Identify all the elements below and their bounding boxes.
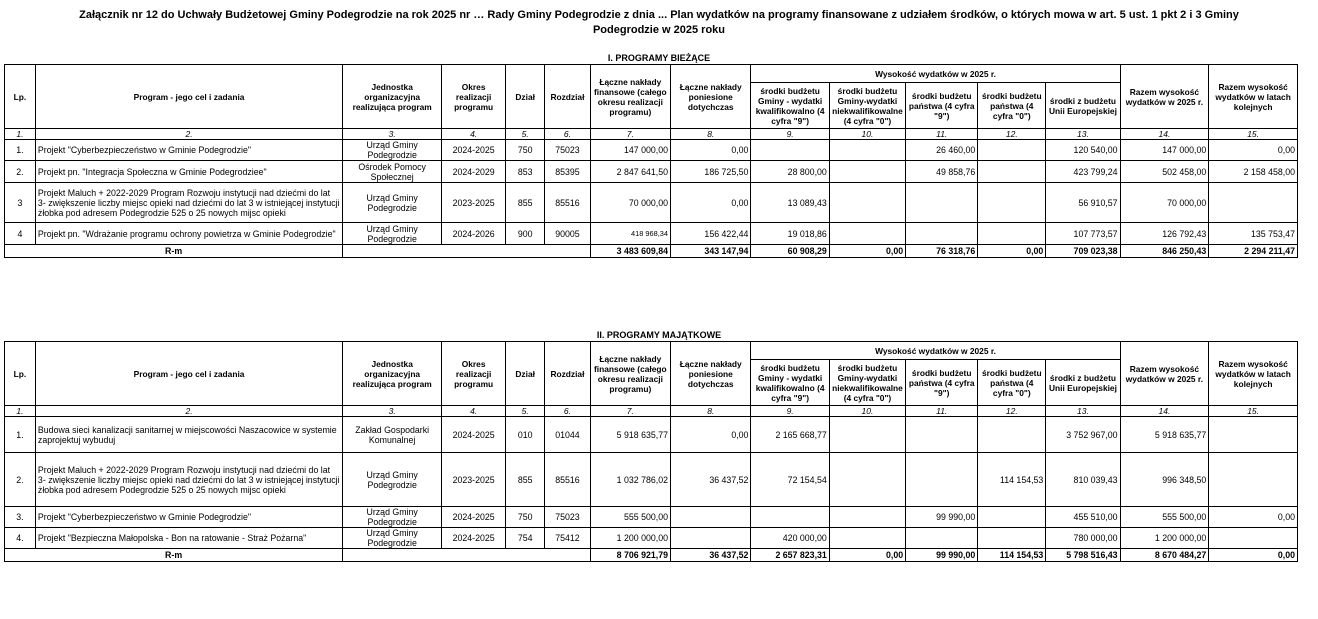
- cell-incurred: 0,00: [671, 140, 751, 161]
- cell-c9: [751, 140, 829, 161]
- column-number: 3.: [343, 129, 442, 140]
- cell-c13: 107 773,57: [1046, 223, 1120, 245]
- header-row: [5, 342, 1298, 360]
- cell-period: 2024-2025: [442, 528, 506, 549]
- cell-c12: [978, 417, 1046, 453]
- cell-c15: 0,00: [1209, 507, 1298, 528]
- cell-c14: 502 458,00: [1120, 161, 1209, 183]
- cell-c11: [906, 528, 978, 549]
- table-row: [5, 223, 1298, 245]
- cell-incurred: 186 725,50: [671, 161, 751, 183]
- cell-c11: 26 460,00: [906, 140, 978, 161]
- cell-unit: Urząd Gminy Podegrodzie: [343, 183, 442, 223]
- cell-total-cost: 5 918 635,77: [590, 417, 670, 453]
- cell-total-cost: 147 000,00: [590, 140, 670, 161]
- cell-total-cost: 2 847 641,50: [590, 161, 670, 183]
- cell-unit: Urząd Gminy Podegrodzie: [343, 507, 442, 528]
- cell-c15: 135 753,47: [1209, 223, 1298, 245]
- column-number: 3.: [343, 406, 442, 417]
- cell-program: Projekt "Cyberbezpieczeństwo w Gminie Podegrodzie": [35, 507, 342, 528]
- cell-c13: 120 540,00: [1046, 140, 1120, 161]
- cell-period: 2024-2025: [442, 140, 506, 161]
- column-number: 13.: [1046, 406, 1120, 417]
- header-rozdzial: Rozdział: [545, 342, 590, 406]
- cell-c12: [978, 223, 1046, 245]
- cell-unit: Ośrodek Pomocy Społecznej: [343, 161, 442, 183]
- cell-c9: 2 165 668,77: [751, 417, 829, 453]
- total-total: 8 706 921,79: [590, 549, 670, 562]
- table-row: [5, 183, 1298, 223]
- cell-c11: [906, 417, 978, 453]
- cell-incurred: 0,00: [671, 183, 751, 223]
- cell-c14: 1 200 000,00: [1120, 528, 1209, 549]
- cell-c10: [829, 507, 905, 528]
- cell-unit: Zakład Gospodarki Komunalnej: [343, 417, 442, 453]
- total-incurred: 36 437,52: [671, 549, 751, 562]
- cell-c10: [829, 183, 905, 223]
- section-1-title: I. PROGRAMY BIEŻĄCE: [607, 53, 711, 63]
- cell-c12: [978, 528, 1046, 549]
- cell-total-cost: 555 500,00: [590, 507, 670, 528]
- total-c12: 0,00: [978, 245, 1046, 258]
- cell-c10: [829, 453, 905, 507]
- column-number: 9.: [751, 129, 829, 140]
- cell-c10: [829, 417, 905, 453]
- total-blank: [343, 549, 590, 562]
- header-dzial: Dział: [506, 65, 545, 129]
- header-dzial: Dział: [506, 342, 545, 406]
- cell-dzial: 853: [506, 161, 545, 183]
- cell-program: Projekt Maluch + 2022-2029 Program Rozwoju instytucji nad dziećmi do lat 3- zwiększenie liczby miejsc opieki nad dziećmi do lat 3 w istniejącej instytucji żłobka pod adresem Podegrodzie 525 o 25 nowych mijsc opieki: [35, 453, 342, 507]
- header-lp: Lp.: [5, 342, 36, 406]
- cell-rozdzial: 75023: [545, 140, 590, 161]
- column-number: 7.: [590, 406, 670, 417]
- header-gmina-niekwal: środki budżetu Gminy-wydatki niekwalifikowalne (4 cyfra "0"): [829, 83, 905, 129]
- column-number: 12.: [978, 129, 1046, 140]
- cell-period: 2024-2025: [442, 507, 506, 528]
- total-label: R-m: [5, 549, 343, 562]
- cell-c11: [906, 183, 978, 223]
- total-c15: 2 294 211,47: [1209, 245, 1298, 258]
- column-number: 4.: [442, 406, 506, 417]
- cell-dzial: 855: [506, 183, 545, 223]
- cell-c13: 3 752 967,00: [1046, 417, 1120, 453]
- cell-rozdzial: 85395: [545, 161, 590, 183]
- total-c10: 0,00: [829, 245, 905, 258]
- cell-c15: [1209, 183, 1298, 223]
- cell-c9: 19 018,86: [751, 223, 829, 245]
- cell-period: 2024-2029: [442, 161, 506, 183]
- investment-programs-table: [4, 341, 1298, 562]
- cell-lp: 3.: [5, 507, 36, 528]
- header-gmina-kwal: środki budżetu Gminy - wydatki kwalifikowalno (4 cyfra "9"): [751, 360, 829, 406]
- header-incurred: Łączne nakłady poniesione dotychczas: [671, 65, 751, 129]
- cell-lp: 4: [5, 223, 36, 245]
- column-number: 11.: [906, 129, 978, 140]
- column-number: 5.: [506, 129, 545, 140]
- cell-rozdzial: 75412: [545, 528, 590, 549]
- cell-period: 2023-2025: [442, 183, 506, 223]
- total-c11: 99 990,00: [906, 549, 978, 562]
- cell-c11: [906, 223, 978, 245]
- table-row: [5, 417, 1298, 453]
- cell-program: Projekt "Bezpieczna Małopolska - Bon na ratowanie - Straż Pożarna": [35, 528, 342, 549]
- table-row: [5, 528, 1298, 549]
- cell-c14: 126 792,43: [1120, 223, 1209, 245]
- cell-c9: 72 154,54: [751, 453, 829, 507]
- section-2-title: II. PROGRAMY MAJĄTKOWE: [596, 330, 722, 340]
- column-number: 4.: [442, 129, 506, 140]
- header-program: Program - jego cel i zadania: [35, 342, 342, 406]
- column-number: 1.: [5, 129, 36, 140]
- table-row: [5, 161, 1298, 183]
- cell-c15: [1209, 417, 1298, 453]
- total-c9: 60 908,29: [751, 245, 829, 258]
- cell-lp: 4.: [5, 528, 36, 549]
- cell-period: 2024-2026: [442, 223, 506, 245]
- column-number: 14.: [1120, 129, 1209, 140]
- table-row: [5, 140, 1298, 161]
- total-incurred: 343 147,94: [671, 245, 751, 258]
- total-row: [5, 549, 1298, 562]
- cell-dzial: 754: [506, 528, 545, 549]
- column-number: 6.: [545, 129, 590, 140]
- header-total-cost: Łączne nakłady finansowe (całego okresu realizacji programu): [590, 342, 670, 406]
- header-sum-2025: Razem wysokość wydatków w 2025 r.: [1120, 65, 1209, 129]
- column-number: 10.: [829, 129, 905, 140]
- header-panstwo-9: środki budżetu państwa (4 cyfra "9"): [906, 360, 978, 406]
- cell-program: Projekt "Cyberbezpieczeństwo w Gminie Podegrodzie": [35, 140, 342, 161]
- header-later-years: Razem wysokość wydatków w latach kolejnych: [1209, 65, 1298, 129]
- column-number-row: [5, 129, 1298, 140]
- column-number: 7.: [590, 129, 670, 140]
- cell-c9: [751, 507, 829, 528]
- total-c13: 5 798 516,43: [1046, 549, 1120, 562]
- header-program: Program - jego cel i zadania: [35, 65, 342, 129]
- total-c9: 2 657 823,31: [751, 549, 829, 562]
- cell-c13: 56 910,57: [1046, 183, 1120, 223]
- cell-dzial: 750: [506, 140, 545, 161]
- header-row: [5, 65, 1298, 83]
- cell-c15: [1209, 453, 1298, 507]
- header-later-years: Razem wysokość wydatków w latach kolejnych: [1209, 342, 1298, 406]
- column-number: 8.: [671, 406, 751, 417]
- cell-rozdzial: 75023: [545, 507, 590, 528]
- cell-program: Projekt pn. "Integracja Społeczna w Gminie Podegrodziee": [35, 161, 342, 183]
- cell-c14: 147 000,00: [1120, 140, 1209, 161]
- title-line-2: Podegrodzie w 2025 roku: [592, 24, 726, 36]
- cell-c12: [978, 183, 1046, 223]
- header-unit: Jednostka organizacyjna realizująca program: [343, 342, 442, 406]
- header-sum-2025: Razem wysokość wydatków w 2025 r.: [1120, 342, 1209, 406]
- column-number: 14.: [1120, 406, 1209, 417]
- header-group-2025: Wysokość wydatków w 2025 r.: [751, 65, 1120, 83]
- cell-c11: 99 990,00: [906, 507, 978, 528]
- column-number: 2.: [35, 129, 342, 140]
- table-row: [5, 507, 1298, 528]
- cell-c10: [829, 528, 905, 549]
- cell-incurred: 156 422,44: [671, 223, 751, 245]
- cell-total-cost: 1 032 786,02: [590, 453, 670, 507]
- header-total-cost: Łączne nakłady finansowe (całego okresu realizacji programu): [590, 65, 670, 129]
- cell-c15: 2 158 458,00: [1209, 161, 1298, 183]
- cell-c13: 455 510,00: [1046, 507, 1120, 528]
- cell-dzial: 750: [506, 507, 545, 528]
- cell-c13: 780 000,00: [1046, 528, 1120, 549]
- cell-c15: 0,00: [1209, 140, 1298, 161]
- cell-c10: [829, 161, 905, 183]
- cell-c10: [829, 140, 905, 161]
- total-c15: 0,00: [1209, 549, 1298, 562]
- cell-c11: [906, 453, 978, 507]
- cell-c12: [978, 161, 1046, 183]
- column-number: 6.: [545, 406, 590, 417]
- cell-c9: 28 800,00: [751, 161, 829, 183]
- cell-c13: 423 799,24: [1046, 161, 1120, 183]
- cell-dzial: 900: [506, 223, 545, 245]
- cell-c14: 70 000,00: [1120, 183, 1209, 223]
- column-number: 15.: [1209, 406, 1298, 417]
- cell-dzial: 855: [506, 453, 545, 507]
- cell-unit: Urząd Gminy Podegrodzie: [343, 528, 442, 549]
- column-number: 15.: [1209, 129, 1298, 140]
- cell-incurred: 0,00: [671, 417, 751, 453]
- total-c14: 8 670 484,27: [1120, 549, 1209, 562]
- total-row: [5, 245, 1298, 258]
- cell-c14: 996 348,50: [1120, 453, 1209, 507]
- total-blank: [343, 245, 590, 258]
- cell-total-cost: 70 000,00: [590, 183, 670, 223]
- cell-c10: [829, 223, 905, 245]
- header-group-2025: Wysokość wydatków w 2025 r.: [751, 342, 1120, 360]
- cell-total-cost: 418 968,34: [590, 223, 670, 245]
- cell-c12: [978, 507, 1046, 528]
- cell-lp: 1.: [5, 417, 36, 453]
- column-number: 11.: [906, 406, 978, 417]
- header-unit: Jednostka organizacyjna realizująca program: [343, 65, 442, 129]
- header-gmina-niekwal: środki budżetu Gminy-wydatki niekwalifikowalne (4 cyfra "0"): [829, 360, 905, 406]
- cell-unit: Urząd Gminy Podegrodzie: [343, 453, 442, 507]
- total-c13: 709 023,38: [1046, 245, 1120, 258]
- column-number: 1.: [5, 406, 36, 417]
- cell-rozdzial: 90005: [545, 223, 590, 245]
- cell-unit: Urząd Gminy Podegrodzie: [343, 140, 442, 161]
- cell-c11: 49 858,76: [906, 161, 978, 183]
- cell-lp: 1.: [5, 140, 36, 161]
- column-number: 10.: [829, 406, 905, 417]
- cell-incurred: [671, 507, 751, 528]
- header-lp: Lp.: [5, 65, 36, 129]
- cell-rozdzial: 85516: [545, 183, 590, 223]
- column-number: 9.: [751, 406, 829, 417]
- cell-period: 2023-2025: [442, 453, 506, 507]
- cell-c12: [978, 140, 1046, 161]
- title-line-1: Załącznik nr 12 do Uchwały Budżetowej Gminy Podegrodzie na rok 2025 nr … Rady Gminy Podegrodzie z dnia ... Plan wydatków na programy finansowane z udziałem środków, o których mowa w art. 5 ust. 1 pkt 2 i 3 Gminy: [79, 9, 1239, 21]
- cell-rozdzial: 85516: [545, 453, 590, 507]
- header-ue: środki z budżetu Unii Europejskiej: [1046, 360, 1120, 406]
- header-ue: środki z budżetu Unii Europejskiej: [1046, 83, 1120, 129]
- column-number: 12.: [978, 406, 1046, 417]
- cell-c14: 555 500,00: [1120, 507, 1209, 528]
- column-number: 5.: [506, 406, 545, 417]
- header-period: Okres realizacji programu: [442, 342, 506, 406]
- column-number: 2.: [35, 406, 342, 417]
- column-number-row: [5, 406, 1298, 417]
- header-period: Okres realizacji programu: [442, 65, 506, 129]
- cell-lp: 2.: [5, 453, 36, 507]
- cell-program: Projekt Maluch + 2022-2029 Program Rozwoju instytucji nad dziećmi do lat 3- zwiększenie liczby miejsc opieki nad dziećmi do lat 3 w istniejącej instytucji żłobka pod adresem Podegrodzie 525 o 25 nowych mijsc opieki: [35, 183, 342, 223]
- total-c12: 114 154,53: [978, 549, 1046, 562]
- cell-program: Projekt pn. "Wdrażanie programu ochrony powietrza w Gminie Podegrodzie": [35, 223, 342, 245]
- cell-c9: 13 089,43: [751, 183, 829, 223]
- total-total: 3 483 609,84: [590, 245, 670, 258]
- cell-incurred: 36 437,52: [671, 453, 751, 507]
- column-number: 8.: [671, 129, 751, 140]
- header-rozdzial: Rozdział: [545, 65, 590, 129]
- cell-lp: 3: [5, 183, 36, 223]
- cell-dzial: 010: [506, 417, 545, 453]
- total-c14: 846 250,43: [1120, 245, 1209, 258]
- cell-c12: 114 154,53: [978, 453, 1046, 507]
- cell-period: 2024-2025: [442, 417, 506, 453]
- current-programs-table: [4, 64, 1298, 258]
- document-title: [0, 8, 1318, 38]
- header-panstwo-0: środki budżetu państwa (4 cyfra "0"): [978, 83, 1046, 129]
- cell-incurred: [671, 528, 751, 549]
- total-c10: 0,00: [829, 549, 905, 562]
- column-number: 13.: [1046, 129, 1120, 140]
- cell-rozdzial: 01044: [545, 417, 590, 453]
- table-row: [5, 453, 1298, 507]
- cell-c9: 420 000,00: [751, 528, 829, 549]
- cell-program: Budowa sieci kanalizacji sanitarnej w miejscowości Naszacowice w systemie zaprojektuj wybuduj: [35, 417, 342, 453]
- header-panstwo-0: środki budżetu państwa (4 cyfra "0"): [978, 360, 1046, 406]
- cell-unit: Urząd Gminy Podegrodzie: [343, 223, 442, 245]
- cell-lp: 2.: [5, 161, 36, 183]
- header-panstwo-9: środki budżetu państwa (4 cyfra "9"): [906, 83, 978, 129]
- cell-total-cost: 1 200 000,00: [590, 528, 670, 549]
- header-incurred: Łączne nakłady poniesione dotychczas: [671, 342, 751, 406]
- cell-c15: [1209, 528, 1298, 549]
- total-c11: 76 318,76: [906, 245, 978, 258]
- cell-c14: 5 918 635,77: [1120, 417, 1209, 453]
- total-label: R-m: [5, 245, 343, 258]
- cell-c13: 810 039,43: [1046, 453, 1120, 507]
- header-gmina-kwal: środki budżetu Gminy - wydatki kwalifikowalno (4 cyfra "9"): [751, 83, 829, 129]
